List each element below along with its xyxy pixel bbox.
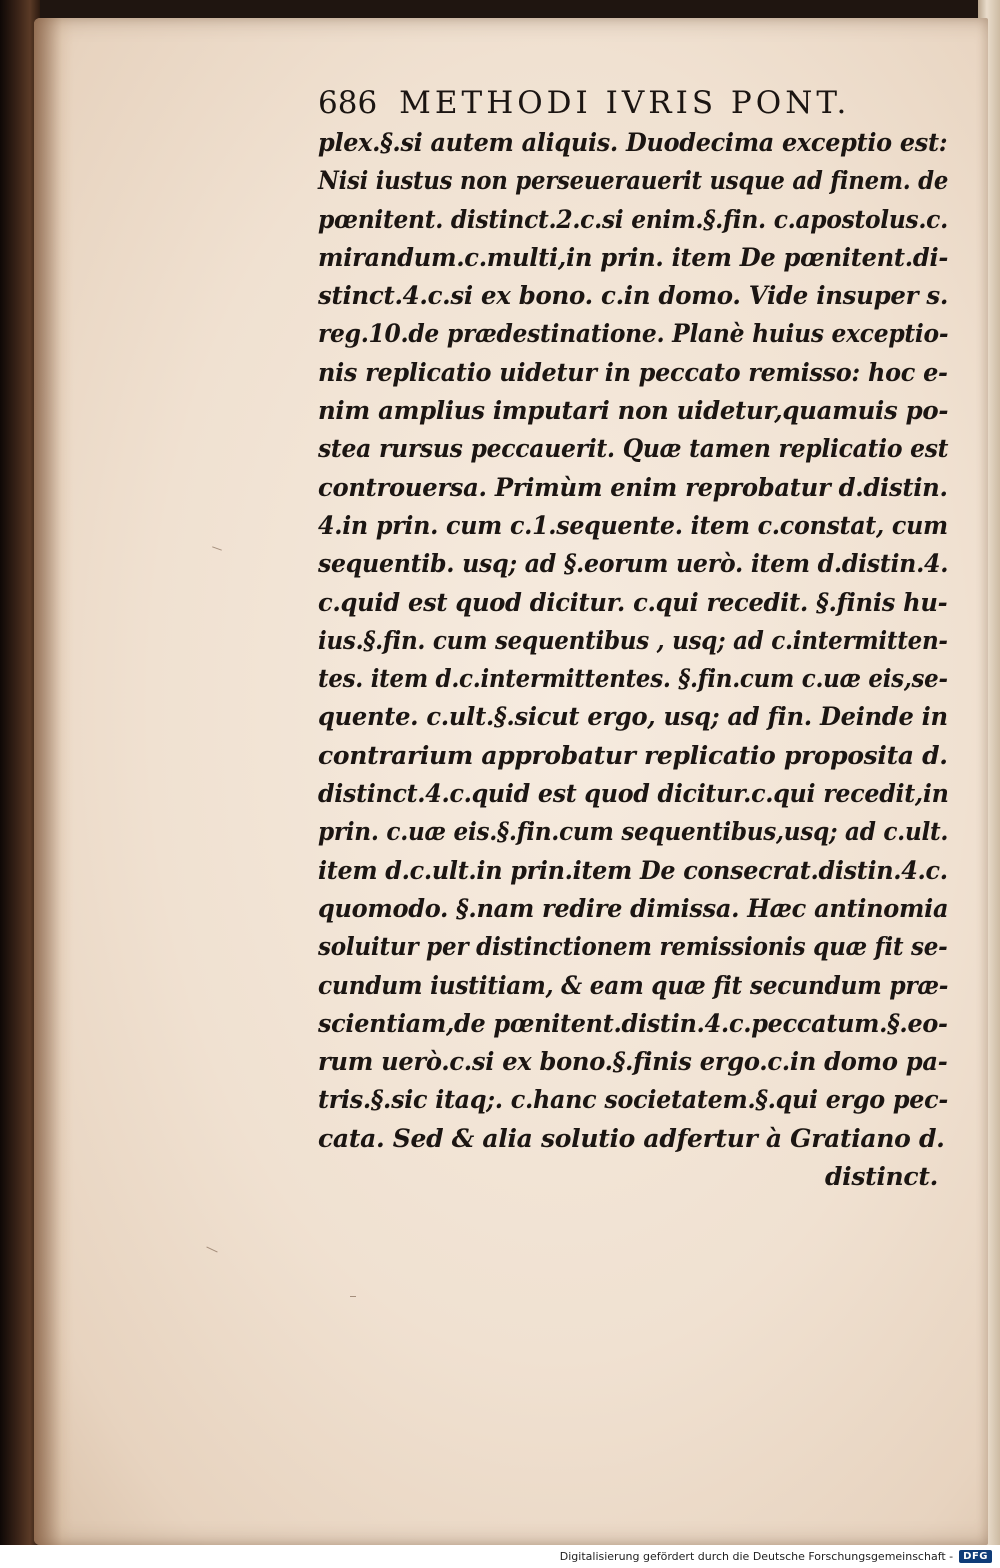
text-line: tes. item d.c.intermittentes. §.fin.cum c.uæ eis,se- [318,664,948,694]
text-line: controuersa. Primùm enim reprobatur d.distin. [318,472,948,502]
text-line: pœnitent. distinct.2.c.si enim.§.fin. c.apostolus.c. [318,204,948,234]
running-head [318,82,958,124]
text-line: cundum iustitiam, & eam quæ fit secundum præ- [318,970,949,1000]
text-line: Nisi iustus non perseuerauerit usque ad finem. de [318,166,949,196]
text-line: quente. c.ult.§.sicut ergo, usq; ad fin. Deinde in [318,702,948,732]
text-line: reg.10.de prædestinatione. Planè huius exceptio- [318,319,949,349]
text-line: item d.c.ult.in prin.item De consecrat.distin.4.c. [318,855,948,885]
body-text [318,124,958,1196]
text-line: rum uerò.c.si ex bono.§.finis ergo.c.in domo pa- [318,1047,948,1077]
text-line: mirandum.c.multi,in prin. item De pœnitent.di- [318,242,949,272]
text-line: soluitur per distinctionem remissionis quæ fit se- [318,932,948,962]
text-line: sequentib. usq; ad §.eorum uerò. item d.distin.4. [318,549,949,579]
page-fold-shadow [34,18,74,1545]
text-line: 4.in prin. cum c.1.sequente. item c.constat, cum [318,510,948,540]
text-line: ius.§.fin. cum sequentibus , usq; ad c.intermitten- [318,625,948,655]
paper-speck [350,1296,356,1297]
footer-credit: Digitalisierung gefördert durch die Deutsche Forschungsgemeinschaft - [559,1550,954,1563]
text-line: contrarium approbatur replicatio proposita d. [318,740,948,770]
page-number: 686 [318,85,378,121]
catchword: distinct. [824,1162,938,1192]
text-line: cata. Sed & alia solutio adfertur à Gratiano d. [318,1123,945,1153]
text-line: stinct.4.c.si ex bono. c.in domo. Vide insuper s. [318,281,949,311]
text-line: quomodo. §.nam redire dimissa. Hæc antinomia [318,893,949,923]
text-line: nis replicatio uidetur in peccato remisso: hoc e- [318,357,948,387]
text-block [318,82,958,1196]
text-line: plex.§.si autem aliquis. Duodecima exceptio est: [318,128,948,157]
dfg-logo[interactable]: DFG [959,1550,992,1563]
text-line: distinct.4.c.quid est quod dicitur.c.qui recedit,in [318,779,949,809]
text-line: stea rursus peccauerit. Quæ tamen replicatio est [318,434,949,464]
digitization-footer [0,1545,1000,1568]
running-head-title: METHODI IVRIS PONT. [399,85,851,121]
text-line: tris.§.sic itaq;. c.hanc societatem.§.qui ergo pec- [318,1085,948,1115]
text-line: prin. c.uæ eis.§.fin.cum sequentibus,usq; ad c.ult. [318,817,949,847]
text-line: nim amplius imputari non uidetur,quamuis po- [318,396,949,426]
text-line: c.quid est quod dicitur. c.qui recedit. §.finis hu- [318,587,948,617]
text-line: scientiam,de pœnitent.distin.4.c.peccatum.§.eo- [318,1008,948,1038]
